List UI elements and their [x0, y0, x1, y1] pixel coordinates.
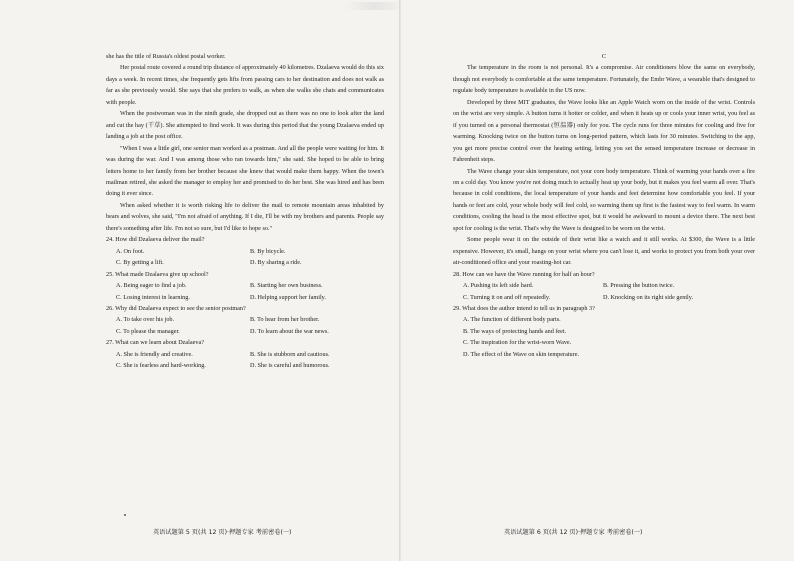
- question-options: [453, 280, 755, 303]
- option-c: C. By getting a lift.: [116, 259, 164, 267]
- option-a: A. The function of different body parts.: [463, 316, 561, 324]
- right-column: [453, 51, 755, 360]
- option-b: B. She is stubborn and cautious.: [250, 350, 330, 358]
- passage-paragraph: she has the title of Russia's oldest postal worker.: [106, 53, 226, 60]
- question-26: [106, 303, 384, 337]
- passage-paragraph: "When I was a little girl, one senior man worked as a postman. And all the people were waiting for him. It was during the war. And I was among those who ran towards him," she said. She hoped to be able to bring letters home to her family from her brother because she knew that would make them happy. When the town's mailman retired, she asked the manager to employ her and promised to do her best. She was hired and has been doing it ever since.: [106, 144, 384, 198]
- section-heading: C: [601, 53, 607, 60]
- passage-paragraph: When asked whether it is worth risking life to deliver the mail to remote mountain areas inhabited by bears and wolves, she said, "I'm not afraid of anything. If I die, I'll be with my brothers and parents. People say there's something after life. I'm not so sure, but I'd like to hope so.": [106, 201, 384, 232]
- option-c: C. To please the manager.: [116, 327, 180, 335]
- passage-paragraph: The Wave change your skin temperature, not your core body temperature. Think of warming your hands over a fire on a cold day. You know you're not doing much to actually heat up your body, but it makes you feel warm all over. That's because in cold conditions, the local temperature of your hands and feet determine how comfortable you feel. If your hands or feet are cold, your whole body will feel cold, so warming them up first is the fastest way to feel warm. In warm conditions, cooling the head is the most effective spot, but it would be awkward to mount a device there. The next best spot for cooling is the wrist. That's why the Wave is designed to be worn on the wrist.: [453, 167, 755, 232]
- option-c: C. Turning it on and off repeatedly.: [463, 293, 551, 301]
- question-27: [106, 337, 384, 371]
- question-options: [106, 246, 384, 269]
- option-d: D. By sharing a ride.: [250, 259, 302, 267]
- question-24: [106, 234, 384, 268]
- option-a: A. To take over his job.: [116, 316, 175, 324]
- option-c: C. She is fearless and hard-working.: [116, 362, 206, 370]
- option-a: A. She is friendly and creative.: [116, 350, 193, 358]
- passage-paragraph: Some people wear it on the outside of their wrist like a watch and it still works. At $300, the Wave is a little expensive. However, it's small, hangs on your wrist where you can't lose it, and works to protect you from both your over air-conditioned office and your roasting-hot car.: [453, 236, 755, 267]
- question-options: [453, 314, 755, 360]
- question-stem: 27. What can we learn about Dzalaeva?: [106, 339, 204, 347]
- option-d: D. The effect of the Wave on skin temperature.: [463, 350, 579, 358]
- question-28: [453, 269, 755, 303]
- question-options: [106, 349, 384, 372]
- question-25: [106, 269, 384, 303]
- option-d: D. To learn about the war news.: [250, 327, 329, 335]
- option-a: A. On foot.: [116, 247, 145, 255]
- question-stem: 25. What made Dzalaeva give up school?: [106, 270, 209, 278]
- page-footer: 英语试题第 5 页(共 12 页)·押题专家 考前密卷(一): [153, 529, 292, 536]
- question-stem: 24. How did Dzalaeva deliver the mail?: [106, 236, 205, 244]
- question-options: [106, 314, 384, 337]
- option-d: D. Helping support her family.: [250, 293, 326, 301]
- scan-dot: [124, 514, 126, 516]
- question-stem: 26. Why did Dzalaeva expect to see the senior postman?: [106, 304, 246, 312]
- option-b: B. To hear from her brother.: [250, 316, 320, 324]
- question-29: [453, 303, 755, 360]
- passage-paragraph: Her postal route covered a round trip distance of approximately 40 kilometres. Dzalaeva would do this six days a week. In recent times, she frequently gets lifts from passing cars to her destination and does not walk as far as she previously would. She says that she prefers to walk, as when she walks she chats and communicates with people.: [106, 64, 384, 106]
- option-b: B. Pressing the button twice.: [603, 282, 675, 290]
- option-b: B. Starting her own business.: [250, 282, 323, 290]
- option-d: D. Knocking on its right side gently.: [603, 293, 693, 301]
- option-a: A. Pushing its left side hard.: [463, 282, 534, 290]
- option-c: C. The inspiration for the wrist-worn Wave.: [463, 339, 572, 347]
- page-footer: 英语试题第 6 页(共 12 页)·押题专家 考前密卷(一): [504, 529, 643, 536]
- option-b: B. The ways of protecting hands and feet.: [463, 327, 567, 335]
- option-d: D. She is careful and humorous.: [250, 362, 330, 370]
- passage-paragraph: When the postwoman was in the ninth grade, she dropped out as there was no one to look after the land and cut the hay (干草). She attempted to find work. It was during this period that the young Dzalaeva ended up landing a job at the post office.: [106, 110, 384, 141]
- right-page: [400, 0, 794, 561]
- option-a: A. Being eager to find a job.: [116, 282, 187, 290]
- question-options: [106, 280, 384, 303]
- option-c: C. Losing interest in learning.: [116, 293, 190, 301]
- left-column: [106, 51, 384, 372]
- question-stem: 28. How can we have the Wave running for half an hour?: [453, 270, 595, 278]
- passage-paragraph: The temperature in the room is not personal. It's a compromise. Air conditioners blow the same on everybody, though not everybody is comfortable at the same temperature. Fortunately, the Embr Wave, a wearable that's designed to regulate body temperature is available in the US now.: [453, 64, 755, 95]
- question-stem: 29. What does the author intend to tell us in paragraph 3?: [453, 304, 595, 312]
- option-b: B. By bicycle.: [250, 247, 286, 255]
- passage-paragraph: Developed by three MIT graduates, the Wave looks like an Apple Watch worn on the inside of the wrist. Controls on the wrist are very simple. A button turns it hotter or colder, and when it heats up or cools your inner wrist, you feel as if you turned on a personal thermostat (恒温器) only for you. The cycle runs for three minutes for cooling and five for warming. Knocking twice on the button turns on long-period pattern, which lasts for 30 minutes. Switching to the app, you get more precise control over the heating setting, letting you set the sensed temperature increase or decrease in Fahrenheit steps.: [453, 98, 755, 164]
